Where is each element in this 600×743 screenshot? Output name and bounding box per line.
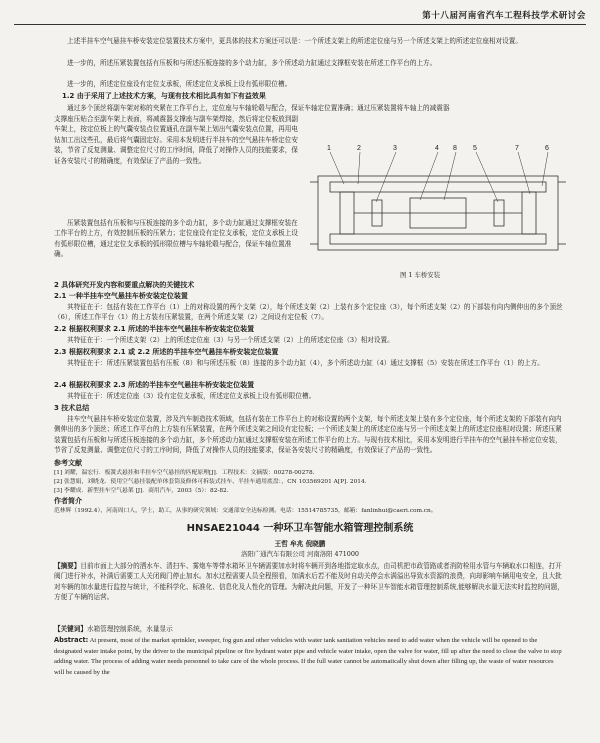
upper-bracket — [330, 182, 546, 192]
paragraph: 其特征在于：包括有装在工作平台（1）上的对称设置的两个支架（2），每个所述支架（2）上装有多个定位座（3），每个所述支架（2）的下部装有向内侧伸出的多个顶丝（6），所述工作平台（1）的上方装有压紧装置，在两个所述支架（2）之间设有定位板（7）。 — [54, 303, 563, 322]
positioning-seat — [522, 192, 536, 234]
section-heading: 2.2 根据权利要求 2.1 所述的半挂车空气悬挂车桥安装定位装置 — [54, 325, 255, 333]
callout-label: 4 — [435, 145, 439, 152]
paragraph: 其特征在于：所述定位座（3）设有定位支承板，所述定位支承板上设有弧形限位槽。 — [67, 392, 316, 400]
section-heading: 2.4 根据权利要求 2.3 所述的半挂车空气悬挂车桥安装定位装置 — [54, 381, 255, 389]
abstract-en-text: At present, most of the market sprinkler, sweeper, fog gun and other vehicles with water tank sanitation vehicles need to add water when the vehicle will be opened to the designated water intake point, by the driver to the municipal pipeline or fire hydrant water pipe and vehicle water intake, open the valve for water, fill up after the need to close the valve to stop adding water. The process of adding water needs personnel to take care of the whole process. If the full water cannot be automatically shut down after filling up, the waste of water resources will be caused by the — [54, 637, 562, 676]
paragraph: 支撑座压贴合至副车架上表面，将减震器支撑座与副车架焊接，然后将定位板放到副车架上，按定位板上的气囊安装点位置通孔在副车架上划出气囊安装点位置，再用电钻加工出这些孔，最后将气囊固定好。采用本发明进行半挂车的空气悬挂车桥定位安装，节省了反复测量、调整定位尺寸的工序时间，降低了对操作人员的技能要求，保证各安装尺寸的精确度，有效保证了产品的一致性。 — [54, 115, 298, 165]
article-title: HNSAE21044 一种环卫车智能水箱管理控制系统 — [186, 523, 414, 534]
callout-label: 6 — [545, 145, 549, 152]
paragraph: 其特征在于：所述压紧装置包括有压板（8）和与所述压板（8）连接的多个动力缸（4），多个所述动力缸（4）通过支撑框（5）安装在所述工作平台（1）的上方。 — [67, 359, 544, 367]
reference-item: [3] 李耀成．新型挂车空气悬架 [J]．商用汽车，2003（5）：82-82. — [54, 488, 229, 494]
callout-label: 5 — [473, 145, 477, 152]
positioning-seat — [340, 192, 354, 234]
paragraph: 压紧装置包括有压板和与压板连接的多个动力缸，多个动力缸通过支撑框安装在工作平台的上方，有效控制压板的压紧力；定位座设有定位支承板，定位支承板上设有弧形限位槽，通过定位支承板的弧形限位槽与车轴轮毂与配合，保证车轴位置准确。 — [54, 219, 298, 259]
paragraph: 通过多个顶丝将副车架对称的夹紧在工作平台上，定位座与车轴轮毂与配合，保证车轴定位置准确；通过压紧装置将车轴上的减震器 — [67, 104, 450, 112]
paragraph: 其特征在于：一个所述支架（2）上的所述定位座（3）与另一个所述支架（2）上的所述定位座（3）相对设置。 — [67, 336, 394, 344]
author-bio-heading: 作者简介 — [54, 497, 82, 505]
header-rule — [14, 24, 586, 25]
paragraph: 进一步的，所述定位座设有定位支承板，所述定位支承板上设有弧形限位槽。 — [67, 80, 292, 88]
author-bio: 范林辉（1992.4），河南周口人，学士，助工，从事的研究领域：交通部安全达标检测。电话：15514785735，邮箱：fanlinhui@caeri.com.cn。 — [54, 508, 437, 514]
keywords-text: 水箱管理控制系统，水量显示 — [86, 625, 173, 633]
running-header: 第十八届河南省汽车工程科技学术研讨会 — [422, 11, 586, 21]
paragraph: 上述半挂车空气悬挂车桥安装定位装置技术方案中，更具体的技术方案还可以是：一个所述支架上的所述定位座与另一个所述支架上的所述定位座相对设置。 — [67, 37, 522, 45]
section-heading: 1.2 由于采用了上述技术方案，与现有技术相比具有如下有益效果 — [62, 92, 266, 100]
section-heading: 2 具体研究开发内容和要重点解决的关键技术 — [54, 281, 195, 289]
figure-caption: 图 1 车桥安装 — [400, 271, 441, 279]
reference-item: [2] 张慧娟，刘晓龙．使用空气悬挂装配单体套筒及修体可拆装式挂车、半挂车通用底盘：，CN 103569201 A[P]. 2014. — [54, 479, 367, 485]
abstract — [54, 561, 564, 603]
references-heading: 参考文献 — [54, 459, 82, 467]
paragraph: 进一步的，所述压紧装置包括有压板和与所述压板连接的多个动力缸，多个所述动力缸通过支撑框安装在所述工作平台的上方。 — [67, 59, 437, 67]
section-heading: 2.1 一种半挂车空气悬挂车桥安装定位装置 — [54, 292, 188, 300]
article-authors: 王哲 牟兆 倪晓鹏 — [274, 540, 326, 548]
callout-label: 3 — [393, 145, 397, 152]
axle-installation-figure — [310, 142, 566, 266]
keywords — [54, 624, 564, 634]
paragraph: 挂车空气悬挂车桥安装定位装置，涉及汽车制造技术领域，包括有装在工作平台上的对称设置的两个支架，每个所述支架上装有多个定位座，每个所述支架的下部装有向内侧伸出的多个顶丝；所述工作平台的上方装有压紧装置，在两个所述支架之间设有定位板；一个所述支架上的所述定位座与另一个所述支架上的所述定位座相对设置；所述压紧装置包括有压板和与所述压板连接的多个动力缸，多个所述动力缸通过支撑框安装在所述工作平台的上方。与现有技术相比，采用本发明进行半挂车的空气悬挂车桥定位安装，节省了反复测量、调整定位尺寸的工序时间，降低了对操作人员的技能要求，保证各安装尺寸的精确度，有效保证了产品的一致性。 — [54, 415, 562, 455]
abstract-en-label: Abstract: — [54, 636, 89, 644]
lower-bracket — [330, 234, 546, 244]
abstract-text: 目前市面上大部分的洒水车、清扫车、雾炮车等带水箱环卫车辆需要加水时将车辆开到各地指定取水点，由司机把市政管路或者消防栓用水管与车辆取水口相连，打开阀门进行补水，补满后需要工人关闭阀门停止加水。加水过程需要人员全程照看，加满水后若不能及时自动关停会水满溢出导致水资源的浪费，向却影响车辆用电安全，且大批对车辆的加水量进行监控与统计，不能科学化、标准化、信息化及人性化的管理。为解决此问题，开发了一种环卫车智能水箱管理控制系统,能够解决水量无法实时监控的问题，方便了车辆的运营。 — [54, 562, 564, 602]
article-affiliation: 洛阳广通汽车有限公司 河南洛阳 471000 — [241, 550, 359, 558]
callout-label: 8 — [453, 145, 457, 152]
callout-label: 7 — [515, 145, 519, 152]
keywords-label: 【关键词】 — [54, 625, 87, 633]
reference-item: [1] 刘耀，温宏行．板簧式悬挂和半挂车空气悬挂的匹配原理[J]．工程技术：文摘版：00278-00278. — [54, 470, 315, 476]
abstract-english — [54, 635, 564, 678]
callout-label: 2 — [357, 145, 361, 152]
callout-label: 1 — [327, 145, 331, 152]
abstract-label: 【摘要】 — [54, 562, 81, 570]
section-heading: 2.3 根据权利要求 2.1 或 2.2 所述的半挂车空气悬挂车桥安装定位装置 — [54, 348, 279, 356]
section-heading: 3 技术总结 — [54, 404, 90, 412]
